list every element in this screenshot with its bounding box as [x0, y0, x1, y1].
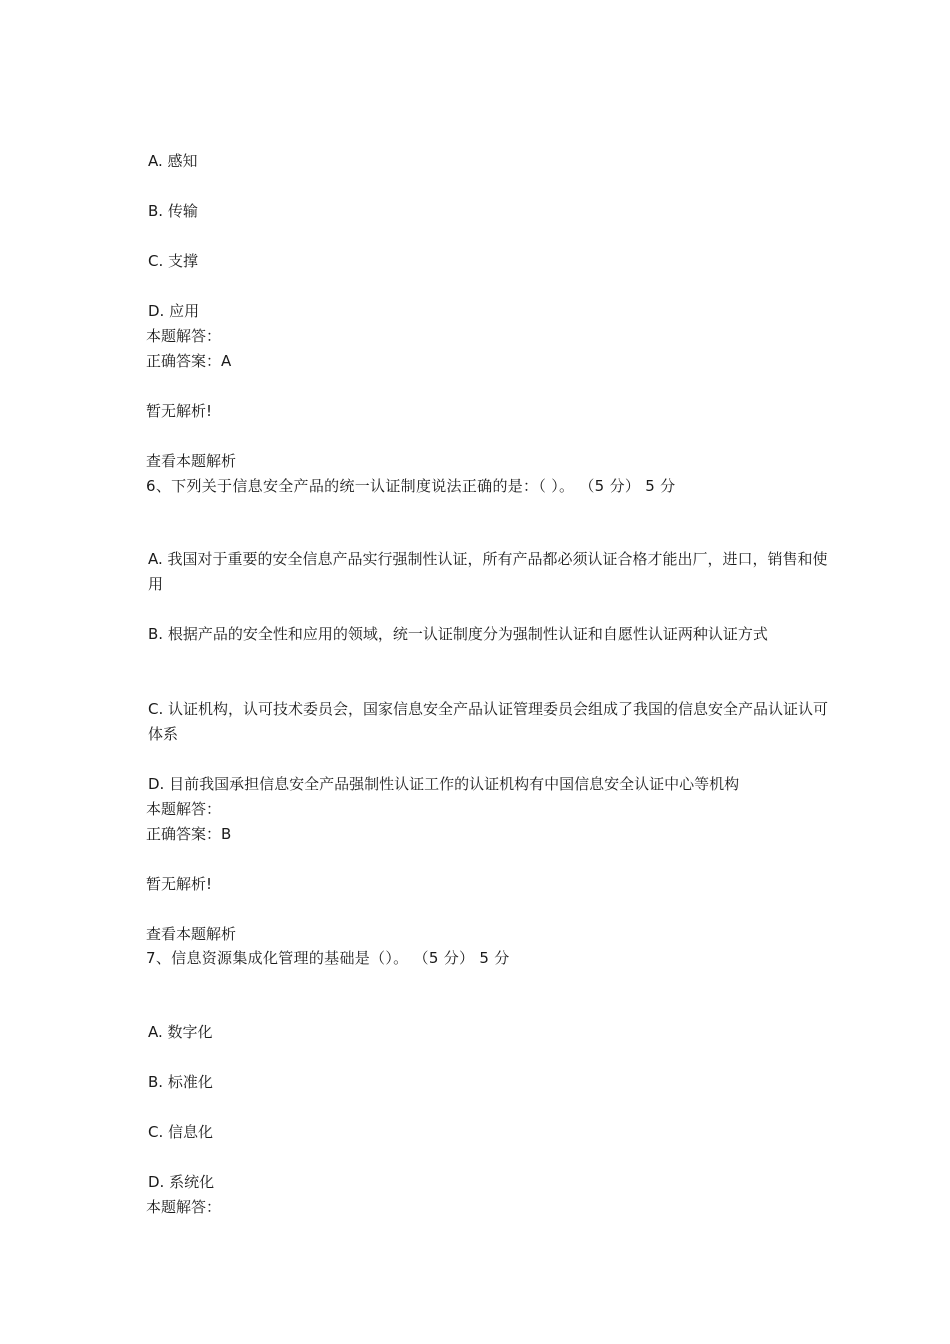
- q6-option-b[interactable]: B. 根据产品的安全性和应用的领域，统一认证制度分为强制性认证和自愿性认证两种认证方式: [148, 625, 768, 643]
- q7-option-a[interactable]: A. 数字化: [148, 1023, 213, 1041]
- q5-answer-label: 本题解答：: [146, 327, 222, 345]
- q5-option-d[interactable]: D. 应用: [148, 302, 200, 320]
- q5-view-analysis-link[interactable]: 查看本题解析: [146, 452, 237, 470]
- q5-option-a[interactable]: A. 感知: [148, 152, 198, 170]
- q5-correct-answer: 正确答案：A: [146, 352, 232, 370]
- q7-option-d[interactable]: D. 系统化: [148, 1173, 215, 1191]
- q7-question: 7、信息资源集成化管理的基础是（）。 （5 分） 5 分: [146, 949, 510, 967]
- q7-answer-label: 本题解答：: [146, 1198, 222, 1216]
- q5-option-b[interactable]: B. 传输: [148, 202, 198, 220]
- q6-view-analysis-link[interactable]: 查看本题解析: [146, 925, 237, 943]
- q6-option-c[interactable]: C. 认证机构，认可技术委员会，国家信息安全产品认证管理委员会组成了我国的信息安全产品认证认可体系: [148, 700, 829, 743]
- q6-correct-answer: 正确答案：B: [146, 825, 232, 843]
- q7-option-c[interactable]: C. 信息化: [148, 1123, 214, 1141]
- q5-analysis: 暂无解析!: [146, 402, 213, 420]
- q6-answer-label: 本题解答：: [146, 800, 222, 818]
- q6-option-a[interactable]: A. 我国对于重要的安全信息产品实行强制性认证，所有产品都必须认证合格才能出厂，进口，销售和使用: [148, 550, 828, 593]
- q7-option-b[interactable]: B. 标准化: [148, 1073, 213, 1091]
- q6-option-d[interactable]: D. 目前我国承担信息安全产品强制性认证工作的认证机构有中国信息安全认证中心等机构: [148, 775, 740, 793]
- q6-analysis: 暂无解析!: [146, 875, 213, 893]
- q5-option-c[interactable]: C. 支撑: [148, 252, 199, 270]
- q6-question: 6、下列关于信息安全产品的统一认证制度说法正确的是：（ ）。 （5 分） 5 分: [146, 477, 676, 495]
